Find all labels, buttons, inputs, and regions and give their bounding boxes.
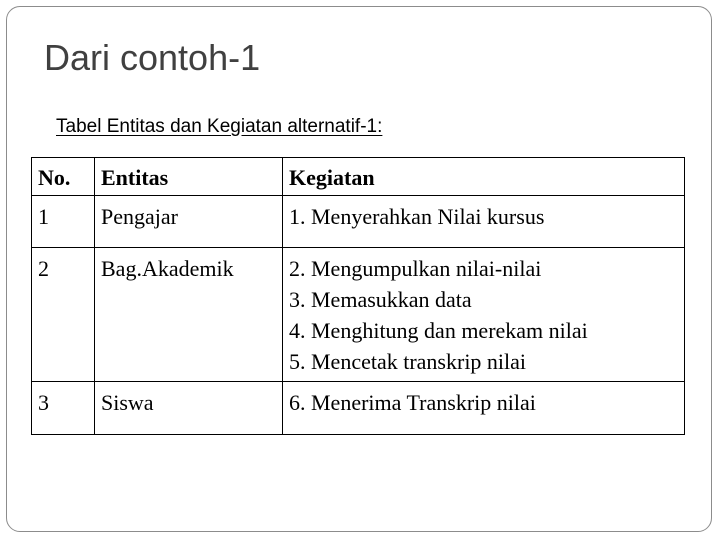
cell-no-text: 2: [38, 256, 49, 281]
cell-no: [32, 248, 95, 382]
cell-entitas-text: Pengajar: [101, 204, 178, 229]
table-row: [32, 382, 685, 435]
table-header-row: [32, 158, 685, 196]
cell-entitas: [95, 248, 283, 382]
cell-kegiatan: [283, 196, 685, 248]
header-kegiatan: Kegiatan: [283, 158, 685, 196]
activity-line: 3. Memasukkan data: [289, 287, 472, 312]
cell-entitas-text: Bag.Akademik: [101, 256, 234, 281]
cell-no-text: 3: [38, 390, 49, 415]
cell-no: [32, 382, 95, 435]
cell-entitas: [95, 382, 283, 435]
activity-line: 1. Menyerahkan Nilai kursus: [289, 204, 545, 229]
table-row: [32, 196, 685, 248]
cell-no-text: 1: [38, 204, 49, 229]
cell-entitas-text: Siswa: [101, 390, 154, 415]
activity-line: 2. Mengumpulkan nilai-nilai: [289, 256, 542, 281]
header-entitas: Entitas: [95, 158, 283, 196]
activity-line: 5. Mencetak transkrip nilai: [289, 349, 527, 374]
cell-kegiatan: [283, 382, 685, 435]
table-caption: Tabel Entitas dan Kegiatan alternatif-1:: [56, 116, 383, 137]
entity-activity-table: [31, 157, 685, 435]
activity-line: 6. Menerima Transkrip nilai: [289, 390, 536, 415]
table-row: [32, 248, 685, 382]
cell-entitas: [95, 196, 283, 248]
header-no: No.: [32, 158, 95, 196]
cell-kegiatan: [283, 248, 685, 382]
activity-line: 4. Menghitung dan merekam nilai: [289, 318, 588, 343]
cell-no: [32, 196, 95, 248]
slide-title: Dari contoh-1: [44, 37, 261, 78]
